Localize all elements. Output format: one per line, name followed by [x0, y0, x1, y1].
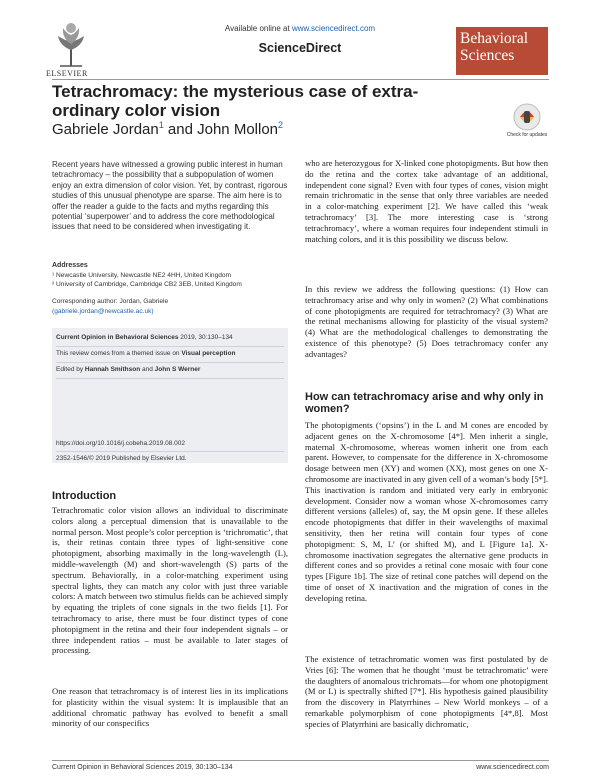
journal-logo-line1: Behavioral: [460, 30, 529, 47]
body-paragraph: Tetrachromatic color vision allows an individual to discriminate colors along a perceptual dimension that is unavailable to the normal person. Most people’s color perception is ‘trichromatic’, that is, their retinas contain three types of light-sensitive cone photopigment, absorbing maximally in the long-wavelength (L), middle-wavelength (M) and short-wavelength (S) parts of the spectrum. Behaviorally, in a color-matching experiment using spectral lights, they can match any color with just three variable colors: A match between two stimulus fields can be achieved simply by equating the triplets of cone signals in the two fields [1]. For tetrachromacy to arise, there must be four distinct types of cone photopigment in the retina and their four independent signals – or three independent ratios – must be available to later stages of processing.: [52, 505, 288, 656]
themed-issue-line: [56, 350, 235, 357]
issn-copyright: 2352-1546/© 2019 Published by Elsevier Ltd.: [56, 455, 187, 462]
availability-prefix: Available online at: [224, 24, 292, 33]
sciencedirect-url-link[interactable]: www.sciencedirect.com: [291, 24, 376, 33]
edited-by-line: [56, 366, 200, 373]
corresponding-label: Corresponding author: Jordan, Gabriele: [52, 298, 169, 305]
section-heading-introduction: Introduction: [52, 490, 117, 502]
body-paragraph: One reason that tetrachromacy is of interest lies in its implications for plasticity within the visual system: It is implausible that an additional chromatic pathway has evolved to benefit a small minority of our conspecifics: [52, 686, 288, 729]
elsevier-wordmark: ELSEVIER: [46, 69, 88, 78]
affiliation-marker[interactable]: 1: [158, 120, 164, 130]
editor-name: Hannah Smithson: [84, 366, 141, 373]
corresponding-author: [52, 297, 288, 316]
address-line: ² University of Cambridge, Cambridge CB2 3EB, United Kingdom: [52, 281, 242, 288]
editor-name: John S Werner: [154, 366, 201, 373]
edited-and: and: [140, 366, 155, 373]
info-divider: [56, 346, 284, 347]
addresses-heading: Addresses: [52, 262, 88, 269]
footer-divider: [52, 760, 549, 761]
author-name: Gabriele Jordan: [52, 121, 159, 138]
themed-prefix: This review comes from a themed issue on: [56, 350, 182, 357]
journal-name: Current Opinion in Behavioral Sciences: [56, 334, 179, 341]
body-paragraph: who are heterozygous for X-linked cone photopigments. But how then do the retina and the cortex take advantage of an additional, independent cone signal? Even with four types of cones, vision might remain trichromatic in the sense that only three variables are needed in a color-matching experiment [2]. We have called this ‘weak tetrachromacy’ [3]. The more interesting case is ‘strong tetrachromacy’, where a woman requires four independent stimuli in matching colors, and it is this possibility we discuss below.: [305, 158, 548, 244]
themed-topic: Visual perception: [181, 350, 236, 357]
address-line: ¹ Newcastle University, Newcastle NE2 4HH, United Kingdom: [52, 272, 232, 279]
footer-url-link[interactable]: www.sciencedirect.com: [476, 764, 549, 771]
footer-citation: Current Opinion in Behavioral Sciences 2019, 30:130–134: [52, 764, 233, 771]
journal-logo: [456, 27, 548, 75]
sciencedirect-title: ScienceDirect: [258, 41, 342, 55]
body-paragraph: In this review we address the following questions: (1) How can tetrachromacy arise and why only in women? (2) What combinations of cone photopigments are required for tetrachromacy? (3) What are the retinal mechanisms allowing for plasticity of the visual system? (4) What are the methodological challenges to demonstrating the existence of this phenotype? (5) Does tetrachromacy confer any advantages?: [305, 284, 548, 359]
author-name: John Mollon: [197, 121, 279, 138]
corresponding-email-link[interactable]: (gabriele.jordan@newcastle.ac.uk): [52, 307, 154, 315]
citation-rest: 2019, 30:130–134: [178, 334, 233, 341]
edited-prefix: Edited by: [56, 366, 85, 373]
info-divider: [56, 451, 284, 452]
section-heading-tetrachromacy: How can tetrachromacy arise and why only in women?: [305, 391, 544, 415]
abstract: Recent years have witnessed a growing public interest in human tetrachromacy – the possibility that a subpopulation of women enjoy an extra dimension of color vision. Yet, by contrast, rigorous studies of this unusual phenotype are sparse. The aim here is to offer the reader a guide to the facts and myths regarding this potential ‘superpower’ and to address the core methodological issues that need to be considered when investigating it.: [52, 160, 288, 232]
doi-link[interactable]: https://doi.org/10.1016/j.cobeha.2019.08.002: [56, 440, 186, 447]
citation-line: [56, 334, 233, 341]
affiliation-marker[interactable]: 2: [278, 120, 284, 130]
body-paragraph: The photopigments (‘opsins’) in the L and M cones are encoded by adjacent genes on the X-chromosome [4*]. Men inherit a single, maternal X-chromosome, whereas women inherit one from each parent. However, to compensate for the difference in X-chromosome dosage between men (XY) and women (XX), most genes on one X-chromosome are inactivated in any given cell of a woman’s body [5*]. This inactivation is random and initiated very early in embryonic development. Consider now a woman whose X-chromosomes carry different versions (alleles) of, say, the M opsin gene. If these alleles encode photopigments that differ in their wavelengths of maximal sensitivity, then her retina will contain four types of cone photopigment: S, M, L’ (or shifted M), and L [Figure 1a]. X-chromosome inactivation segregates the alternative gene products in different cones and so provides a retinal cone mosaic with four cone types [Figure 1b]. The size of retinal cone patches will depend on the time of onset of X inactivation and the migration of cones in the developing retina.: [305, 420, 548, 603]
header-divider: [52, 79, 549, 80]
info-divider: [56, 378, 284, 379]
journal-logo-line2: Sciences: [460, 47, 515, 64]
body-paragraph: The existence of tetrachromatic women was first postulated by de Vries [6]: The women that he thought ‘must be tetrachromatic’ were the daughters of anomalous trichromats—for whom one photopigment (M or L) is spectrally shifted [7*]. His hypothesis gained plausibility from the discovery in Platyrrhines – New World monkeys – of a remarkable polymorphism of cone photopigments [4*,8]. Most species of Platyrrhini are basically dichromatic,: [305, 654, 548, 729]
author-conjunction: and: [167, 121, 193, 138]
check-for-updates-label[interactable]: Check for updates: [506, 132, 548, 138]
article-title: Tetrachromacy: the mysterious case of extra-ordinary color vision: [52, 82, 419, 120]
author-list: [52, 120, 283, 138]
info-divider: [56, 362, 284, 363]
elsevier-tree-logo-icon: [52, 20, 90, 70]
check-for-updates-icon[interactable]: [512, 102, 542, 132]
